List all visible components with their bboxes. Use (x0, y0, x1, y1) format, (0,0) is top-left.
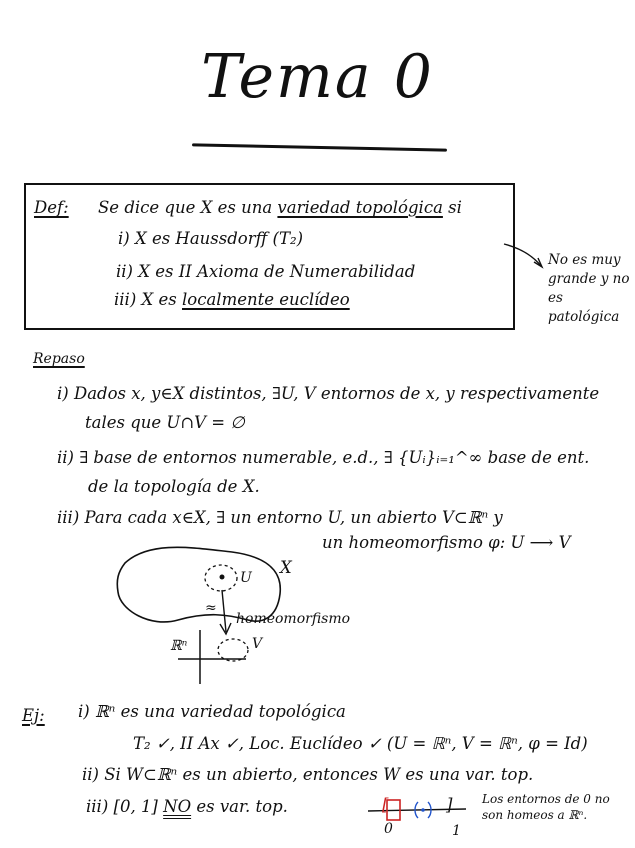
remarks-heading: Repaso (33, 351, 85, 367)
interval-left-bracket: [ (382, 795, 389, 814)
example-line-4-pre: iii) [0, 1] (86, 797, 158, 816)
rn-label: ℝⁿ (170, 638, 188, 654)
space-label: X (280, 558, 292, 577)
condition-3-pre: iii) X es (114, 290, 177, 309)
interval-tick-0: 0 (384, 821, 393, 837)
definition-intro-pre: Se dice que X es una (98, 198, 273, 217)
v-label: V (252, 636, 263, 652)
side-note: No es muy grande y no es patológica (548, 252, 630, 325)
homeomorphism-label: homeomorfismo (236, 611, 351, 627)
remark-line-4: de la topología de X. (88, 477, 260, 496)
example-line-1: i) ℝⁿ es una variedad topológica (78, 702, 346, 721)
interval-note: Los entornos de 0 no son homeos a ℝⁿ. (482, 792, 610, 822)
point-x (220, 575, 225, 580)
u-label: U (240, 570, 252, 586)
remark-line-5: iii) Para cada x∈X, ∃ un entorno U, un abierto V⊂ℝⁿ y (57, 508, 503, 527)
definition-label: Def: (34, 198, 69, 217)
remark-line-2: tales que U∩V = ∅ (85, 413, 245, 432)
definition-intro-post: si (448, 198, 462, 217)
examples-label: Ej: (22, 706, 45, 725)
interval-blue-point (421, 808, 425, 812)
approx-label: ≈ (205, 600, 217, 616)
definition-term: variedad topológica (277, 198, 443, 217)
example-line-2: T₂ ✓, II Ax ✓, Loc. Euclídeo ✓ (U = ℝⁿ, V = ℝⁿ, φ = Id) (133, 734, 588, 753)
example-line-3: ii) Si W⊂ℝⁿ es un abierto, entonces W es una var. top. (82, 765, 534, 784)
remark-line-6: un homeomorfismo φ: U ⟶ V (322, 533, 571, 552)
remark-line-1: i) Dados x, y∈X distintos, ∃U, V entornos de x, y respectivamente (57, 384, 600, 403)
condition-2: ii) X es II Axioma de Numerabilidad (116, 262, 416, 281)
open-set-v (218, 639, 248, 661)
homeomorphism-arrow (222, 590, 226, 632)
condition-3-term: localmente euclídeo (182, 290, 350, 309)
remark-line-3: ii) ∃ base de entornos numerable, e.d., ∃ {Uᵢ}ᵢ₌₁^∞ base de ent. (57, 448, 590, 467)
example-line-4-tail: es var. top. (196, 797, 288, 816)
example-line-4 (86, 797, 288, 816)
no-word: NO (163, 797, 192, 816)
page-title: Tema 0 (201, 42, 434, 112)
interval-tick-1: 1 (452, 823, 461, 839)
condition-1: i) X es Haussdorff (T₂) (118, 229, 304, 248)
interval-right-bracket: ] (446, 795, 453, 814)
